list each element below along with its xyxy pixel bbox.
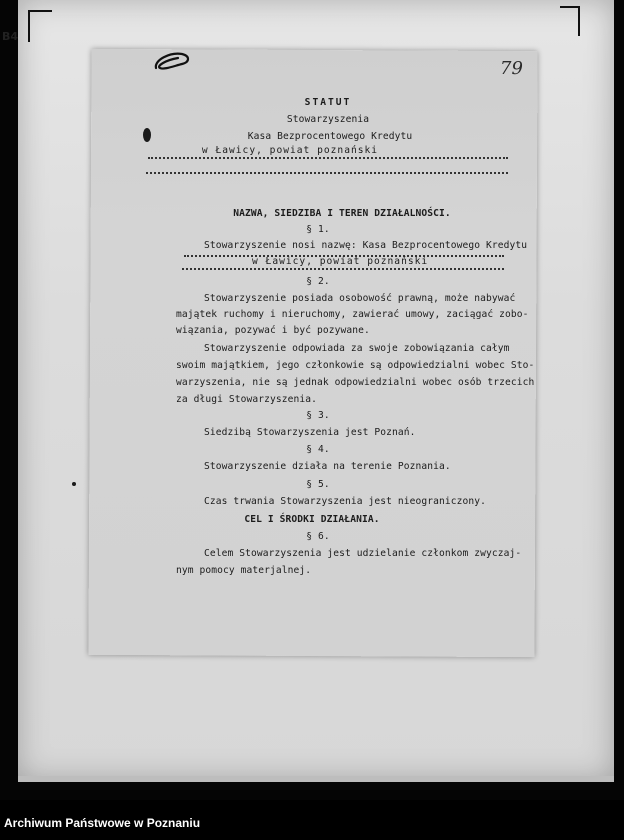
paragraph-mark: § 1. — [306, 224, 330, 235]
ink-stain — [72, 482, 76, 486]
paperclip-icon — [152, 50, 192, 74]
paragraph-line: Stowarzyszenie posiada osobowość prawną, może nabywać — [204, 293, 516, 304]
paragraph-line: Czas trwania Stowarzyszenia jest nieograniczony. — [204, 496, 487, 507]
paragraph-line: nym pomocy materjalnej. — [176, 565, 312, 576]
corner-mark-top-left — [28, 10, 52, 42]
archive-footer — [0, 800, 624, 840]
paragraph-mark: § 6. — [306, 531, 330, 542]
corner-mark-top-right — [560, 6, 580, 36]
paragraph-line: Stowarzyszenie działa na terenie Poznania. — [204, 461, 451, 472]
paragraph-line: w Ławicy, powiat poznański — [252, 256, 429, 267]
paragraph-line: Siedzibą Stowarzyszenia jest Poznań. — [204, 427, 416, 438]
paragraph-line: Stowarzyszenie odpowiada za swoje zobowiązania całym — [204, 343, 510, 354]
film-edge — [18, 776, 614, 782]
paragraph-line: warzyszenia, nie są jednak odpowiedzialni wobec osób trzecich — [176, 377, 535, 388]
paragraph-line: swoim majątkiem, jego członkowie są odpowiedzialni wobec Sto- — [176, 360, 535, 371]
paragraph-mark: § 5. — [306, 479, 330, 490]
paragraph-line: wiązania, pozywać i być pozywane. — [176, 325, 370, 336]
paragraph-mark: § 2. — [306, 276, 330, 287]
document-title: STATUT — [304, 97, 352, 108]
paragraph-line: majątek ruchomy i nieruchomy, zawierać umowy, zaciągać zobo- — [176, 309, 529, 320]
paragraph-line: Stowarzyszenie nosi nazwę: Kasa Bezprocentowego Kredytu — [204, 240, 528, 251]
dotted-line — [182, 268, 504, 270]
paragraph-mark: § 3. — [306, 410, 330, 421]
page-number: 79 — [500, 58, 523, 79]
ink-stain — [143, 128, 151, 142]
document-subtitle: Kasa Bezprocentowego Kredytu — [247, 131, 413, 142]
document-subtitle: Stowarzyszenia — [286, 114, 370, 125]
paragraph-mark: § 4. — [306, 444, 330, 455]
section-heading: CEL I ŚRODKI DZIAŁANIA. — [244, 514, 380, 525]
dotted-line — [148, 157, 508, 159]
paragraph-line: Celem Stowarzyszenia jest udzielanie członkom zwyczaj- — [204, 548, 522, 559]
film-frame-label: B4 — [2, 30, 19, 43]
dotted-line — [146, 172, 508, 174]
document-subtitle: w Ławicy, powiat poznański — [201, 145, 379, 156]
paragraph-line: za długi Stowarzyszenia. — [176, 394, 318, 405]
section-heading: NAZWA, SIEDZIBA I TEREN DZIAŁALNOŚCI. — [233, 208, 451, 219]
archive-name: Archiwum Państwowe w Poznaniu — [4, 816, 201, 830]
